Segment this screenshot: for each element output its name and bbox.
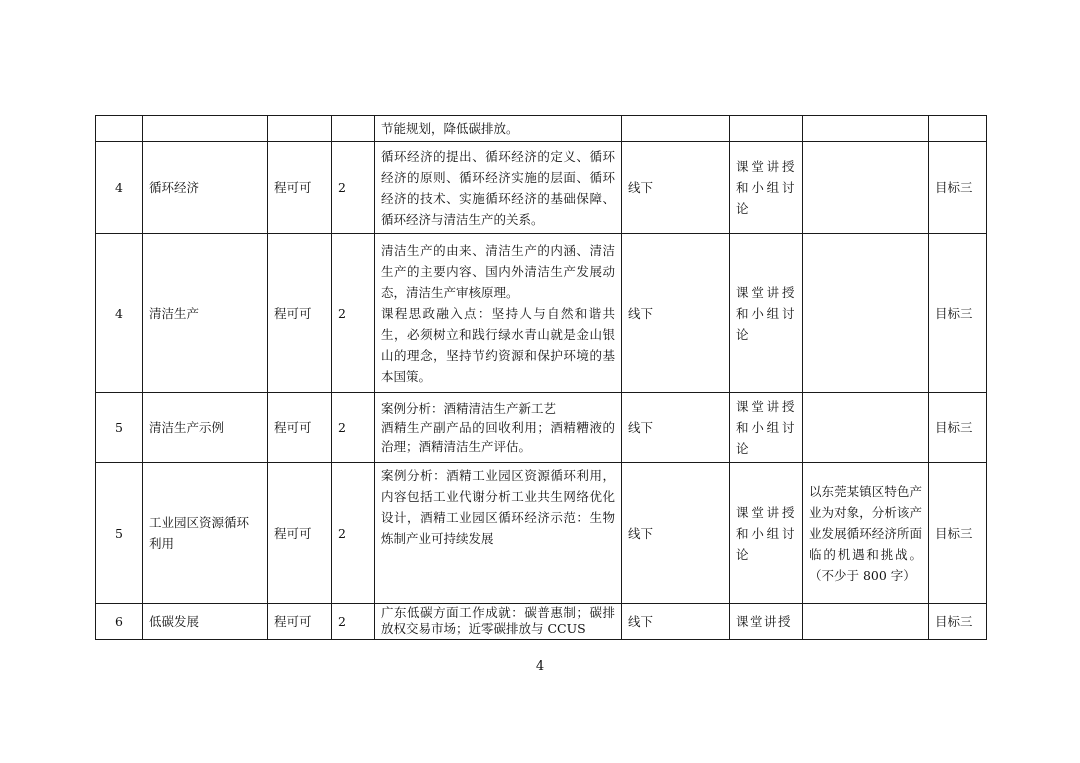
row-number: 5	[96, 463, 143, 604]
topic-title	[143, 116, 268, 142]
table-row	[96, 604, 987, 640]
case-analysis-heading: 案例分析：酒精清洁生产新工艺	[381, 401, 557, 416]
teaching-content	[375, 604, 622, 640]
teaching-mode	[622, 116, 730, 142]
teacher-name: 程可可	[268, 463, 332, 604]
table-row	[96, 463, 987, 604]
class-hours: 2	[332, 234, 375, 393]
ideology-integration-paragraph: 课程思政融入点：坚持人与自然和谐共生，必须树立和践行绿水青山就是金山银山的理念，坚持节约资源和保护环境的基本国策。	[381, 305, 615, 384]
class-hours: 2	[332, 463, 375, 604]
teaching-content	[375, 142, 622, 234]
course-goal: 目标三	[929, 142, 987, 234]
table-row	[96, 234, 987, 393]
teaching-method: 课堂讲授和小组讨论	[730, 463, 803, 604]
course-goal: 目标三	[929, 234, 987, 393]
topic-title: 工业园区资源循环利用	[143, 463, 268, 604]
teaching-mode: 线下	[622, 393, 730, 463]
class-hours	[332, 116, 375, 142]
assignment: 以东莞某镇区特色产业为对象，分析该产业发展循环经济所面临的机遇和挑战。（不少于 800 字）	[803, 463, 929, 604]
assignment	[803, 393, 929, 463]
table-row	[96, 116, 987, 142]
content-paragraph: 清洁生产的由来、清洁生产的内涵、清洁生产的主要内容、国内外清洁生产发展动态，清洁生产审核原理。	[381, 242, 615, 300]
content-paragraph: 节能规划，降低碳排放。	[381, 121, 519, 136]
teacher-name: 程可可	[268, 234, 332, 393]
teaching-method: 课堂讲授和小组讨论	[730, 393, 803, 463]
teaching-method	[730, 116, 803, 142]
class-hours: 2	[332, 604, 375, 640]
content-paragraph: 循环经济的提出、循环经济的定义、循环经济的原则、循环经济实施的层面、循环经济的技术、实施循环经济的基础保障、循环经济与清洁生产的关系。	[381, 148, 615, 227]
teaching-mode: 线下	[622, 142, 730, 234]
course-goal: 目标三	[929, 393, 987, 463]
row-number: 6	[96, 604, 143, 640]
teacher-name: 程可可	[268, 393, 332, 463]
course-schedule-table	[95, 115, 987, 640]
teaching-content	[375, 393, 622, 463]
course-goal: 目标三	[929, 604, 987, 640]
teaching-mode: 线下	[622, 234, 730, 393]
content-paragraph: 广东低碳方面工作成就：碳普惠制；碳排放权交易市场；近零碳排放与 CCUS	[381, 605, 615, 636]
topic-title: 循环经济	[143, 142, 268, 234]
assignment	[803, 234, 929, 393]
teaching-method: 课堂讲授	[730, 604, 803, 640]
table-row	[96, 393, 987, 463]
teacher-name: 程可可	[268, 142, 332, 234]
class-hours: 2	[332, 393, 375, 463]
course-goal: 目标三	[929, 463, 987, 604]
teacher-name: 程可可	[268, 604, 332, 640]
row-number	[96, 116, 143, 142]
row-number: 5	[96, 393, 143, 463]
topic-title: 低碳发展	[143, 604, 268, 640]
teacher-name	[268, 116, 332, 142]
teaching-mode: 线下	[622, 604, 730, 640]
row-number: 4	[96, 142, 143, 234]
assignment	[803, 116, 929, 142]
topic-title: 清洁生产	[143, 234, 268, 393]
assignment	[803, 604, 929, 640]
class-hours: 2	[332, 142, 375, 234]
teaching-content	[375, 116, 622, 142]
content-paragraph: 案例分析：酒精工业园区资源循环利用，内容包括工业代谢分析工业共生网络优化设计，酒精工业园区循环经济示范：生物炼制产业可持续发展	[381, 468, 615, 546]
teaching-content	[375, 234, 622, 393]
course-goal	[929, 116, 987, 142]
page-number: 4	[535, 659, 545, 674]
teaching-content	[375, 463, 622, 604]
teaching-method: 课堂讲授和小组讨论	[730, 142, 803, 234]
table-row	[96, 142, 987, 234]
teaching-mode: 线下	[622, 463, 730, 604]
assignment	[803, 142, 929, 234]
content-paragraph: 酒精生产副产品的回收利用；酒精糟液的治理；酒精清洁生产评估。	[381, 420, 615, 454]
teaching-method: 课堂讲授和小组讨论	[730, 234, 803, 393]
topic-title: 清洁生产示例	[143, 393, 268, 463]
row-number: 4	[96, 234, 143, 393]
